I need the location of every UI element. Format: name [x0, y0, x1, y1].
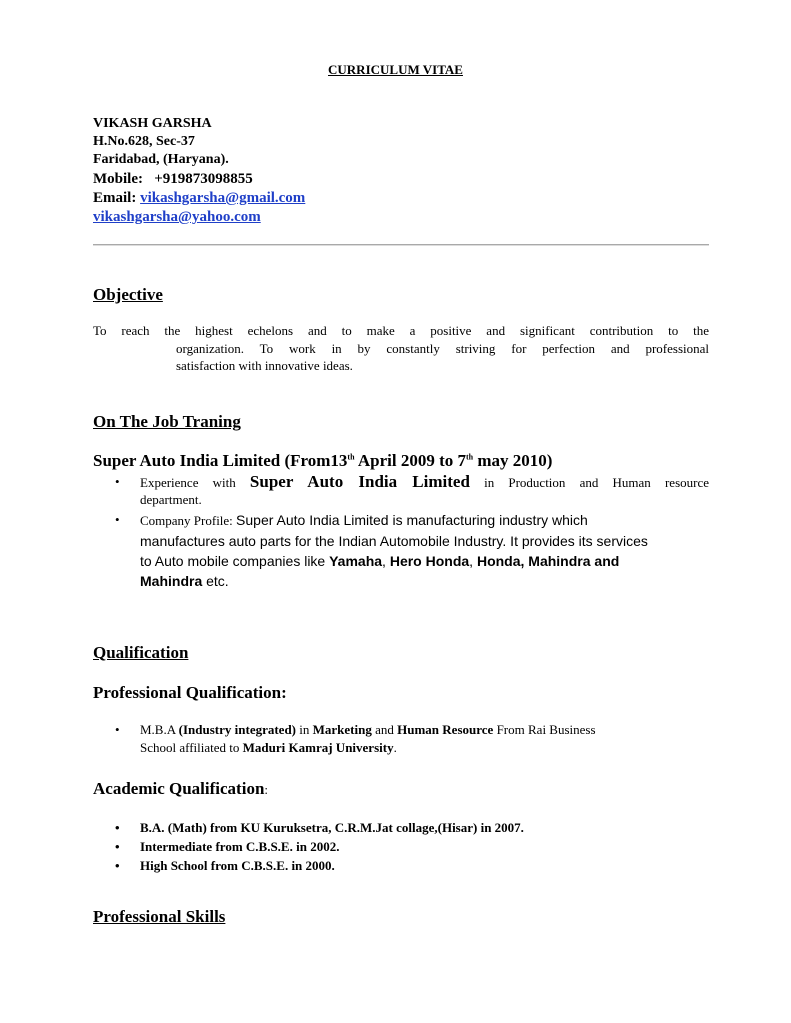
professional-qualification-heading: Professional Qualification:	[93, 683, 287, 702]
company-profile-line4	[140, 571, 709, 591]
company-profile-text2: manufactures auto parts for the Indian Automobile Industry. It provides its services	[140, 533, 648, 549]
list-item	[93, 473, 709, 508]
training-company-heading	[93, 451, 552, 471]
bullet-icon: •	[115, 820, 120, 835]
bullet-icon: •	[115, 722, 120, 737]
academic-qualification-list	[93, 818, 709, 875]
company-profile-label: Company Profile:	[140, 513, 233, 528]
contact-address-line2: Faridabad, (Haryana).	[93, 152, 229, 167]
brand-honda-mahindra: Honda, Mahindra and	[476, 553, 620, 569]
training-company-middle: April 2009 to 7	[354, 451, 466, 470]
mba-affiliation: School affiliated to	[140, 740, 240, 755]
superscript-th-1: th	[347, 452, 355, 462]
bullet-icon: •	[115, 858, 120, 873]
mba-school: From Rai Business	[496, 722, 596, 737]
objective-text	[93, 322, 709, 375]
bullet-icon: •	[115, 839, 120, 854]
company-profile-text1: Super Auto India Limited is manufacturing industry which	[236, 512, 588, 528]
email-link-yahoo[interactable]: vikashgarsha@yahoo.com	[93, 209, 261, 225]
training-company-suffix: may 2010)	[473, 451, 553, 470]
brand-hero-honda: Hero Honda	[389, 553, 470, 569]
mobile-label: Mobile:	[93, 171, 143, 187]
academic-qualification-heading	[93, 779, 268, 799]
objective-heading: Objective	[93, 285, 163, 304]
company-profile-text3: to Auto mobile companies like	[140, 553, 326, 569]
academic-item-ba: B.A. (Math) from KU Kuruksetra, C.R.M.Jat collage,(Hisar) in 2007.	[140, 820, 524, 835]
company-profile-line3	[140, 551, 709, 571]
professional-skills-heading: Professional Skills	[93, 907, 226, 926]
comma: ,	[382, 553, 386, 569]
mba-marketing: Marketing	[312, 722, 372, 737]
objective-line2: organization. To work in by constantly striving for perfection and professional	[176, 340, 709, 356]
contact-address-line1: H.No.628, Sec-37	[93, 134, 195, 149]
contact-email-secondary	[93, 208, 261, 226]
period: .	[393, 740, 397, 755]
bullet-icon: •	[115, 474, 120, 489]
academic-heading-text: Academic Qualification	[93, 779, 265, 798]
horizontal-divider	[93, 244, 709, 246]
mba-and: and	[375, 722, 394, 737]
academic-item-highschool: High School from C.B.S.E. in 2000.	[140, 858, 335, 873]
mba-university: Maduri Kamraj University	[242, 740, 394, 755]
brand-yamaha: Yamaha	[329, 553, 383, 569]
brand-mahindra: Mahindra	[140, 573, 203, 589]
mobile-value: +919873098855	[154, 171, 253, 187]
contact-name: VIKASH GARSHA	[93, 116, 212, 131]
qualification-heading: Qualification	[93, 643, 189, 662]
academic-item-intermediate: Intermediate from C.B.S.E. in 2002.	[140, 839, 340, 854]
academic-heading-colon: :	[264, 782, 269, 797]
document-title: CURRICULUM VITAE	[328, 62, 463, 77]
email-link-gmail[interactable]: vikashgarsha@gmail.com	[140, 190, 306, 206]
experience-suffix: in Production and Human resource	[484, 475, 709, 490]
list-item	[93, 856, 709, 875]
objective-line1: To reach the highest echelons and to make a positive and significant contribution to the	[93, 323, 709, 338]
mba-hr: Human Resource	[397, 722, 494, 737]
experience-company: Super Auto India Limited	[249, 472, 470, 491]
professional-qualification-list	[93, 721, 709, 757]
contact-email	[93, 189, 305, 207]
superscript-th-2: th	[465, 452, 474, 462]
mba-type: (Industry integrated)	[178, 722, 297, 737]
experience-line2: department.	[140, 492, 202, 507]
mba-degree: M.B.A	[140, 722, 176, 737]
mba-in: in	[299, 722, 310, 737]
comma: ,	[469, 553, 474, 569]
contact-mobile	[93, 170, 253, 188]
bullet-icon: •	[115, 512, 120, 527]
list-item	[93, 818, 709, 837]
list-item	[93, 837, 709, 856]
company-profile-line1	[140, 510, 709, 531]
training-heading: On The Job Traning	[93, 412, 241, 431]
objective-line3: satisfaction with innovative ideas.	[176, 358, 353, 373]
etc-text: etc.	[206, 573, 229, 589]
list-item	[93, 721, 709, 757]
training-bullet-list	[93, 473, 709, 591]
list-item	[93, 510, 709, 591]
experience-prefix: Experience with	[140, 475, 236, 490]
email-label: Email:	[93, 190, 137, 206]
training-company-prefix: Super Auto India Limited (From13	[93, 451, 348, 470]
experience-line1	[140, 473, 709, 491]
